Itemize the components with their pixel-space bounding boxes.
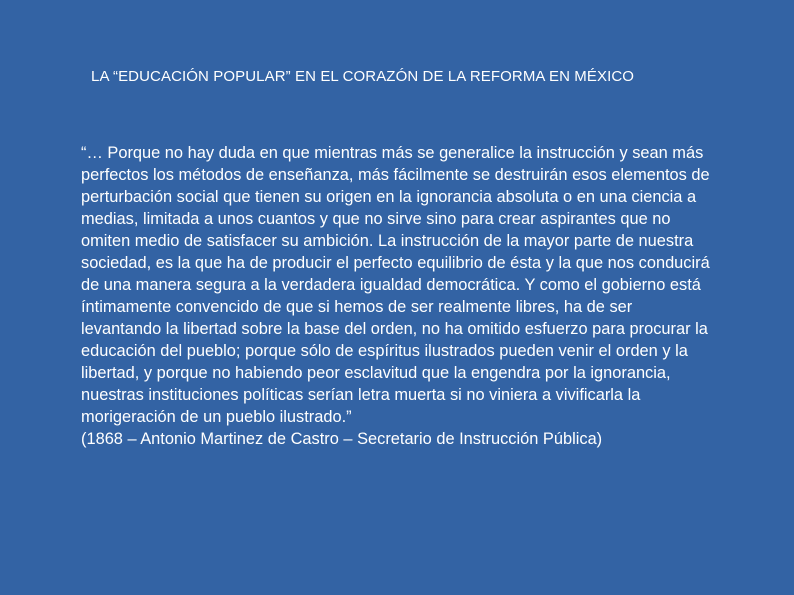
slide-body	[81, 142, 713, 450]
quote-text: “… Porque no hay duda en que mientras más se generalice la instrucción y sean más perfectos los métodos de enseñanza, más fácilmente se destruirán esos elementos de perturbación social que tienen su origen en la ignorancia absoluta o en una ciencia a medias, limitada a unos cuantos y que no sirve sino para crear aspirantes que no omiten medio de satisfacer su ambición. La instrucción de la mayor parte de nuestra sociedad, es la que ha de producir el perfecto equilibrio de ésta y la que nos conducirá de una manera segura a la verdadera igualdad democrática. Y como el gobierno está íntimamente convencido de que si hemos de ser realmente libres, ha de ser levantando la libertad sobre la base del orden, no ha omitido esfuerzo para procurar la educación del pueblo; porque sólo de espíritus ilustrados pueden venir el orden y la libertad, y porque no habiendo peor esclavitud que la engendra por la ignorancia, nuestras instituciones políticas serían letra muerta si no viniera a vivificarla la morigeración de un pueblo ilustrado.”	[81, 144, 710, 426]
quote-attribution: (1868 – Antonio Martinez de Castro – Secretario de Instrucción Pública)	[81, 430, 603, 448]
slide-title: LA “EDUCACIÓN POPULAR” EN EL CORAZÓN DE LA REFORMA EN MÉXICO	[91, 68, 635, 85]
